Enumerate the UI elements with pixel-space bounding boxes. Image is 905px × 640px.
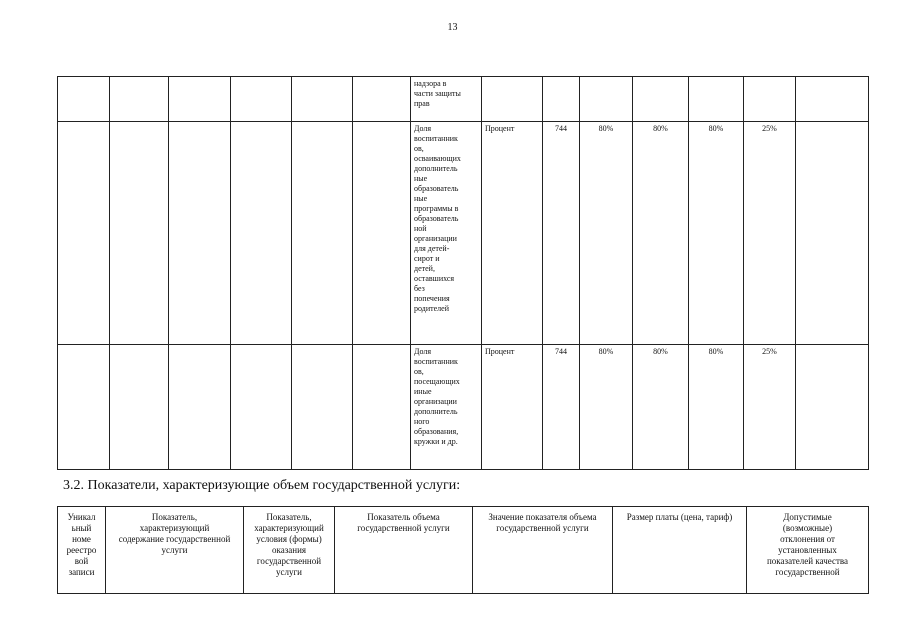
- header-content-indicator: Показатель, характеризующий содержание государственной услуги: [106, 507, 244, 594]
- value-cell: [633, 77, 689, 122]
- indicator-name-cell: Доля воспитанник ов, осваивающих дополнитель ные образователь ные программы в образователь ной организации для детей- сирот и детей, оставшихся без попечения родителей: [411, 122, 482, 345]
- value-cell: 80%: [633, 345, 689, 470]
- table-cell: [110, 345, 169, 470]
- header-volume-indicator: Показатель объема государственной услуги: [335, 507, 473, 594]
- okei-cell: [543, 77, 580, 122]
- table-cell: [231, 122, 292, 345]
- table-cell: [353, 77, 411, 122]
- table-cell: [292, 77, 353, 122]
- table-cell: [58, 345, 110, 470]
- okei-cell: 744: [543, 122, 580, 345]
- table-cell: [353, 345, 411, 470]
- header-deviations: Допустимые (возможные) отклонения от установленных показателей качества государственной: [747, 507, 869, 594]
- header-unique-number: Уникал ьный номе реестро вой записи: [58, 507, 106, 594]
- table-cell: [110, 77, 169, 122]
- value-cell: 80%: [580, 345, 633, 470]
- header-volume-value: Значение показателя объема государственной услуги: [473, 507, 613, 594]
- value-cell: [580, 77, 633, 122]
- table-cell: [169, 77, 231, 122]
- table-cell: [110, 122, 169, 345]
- value-cell: 80%: [633, 122, 689, 345]
- value-cell: 80%: [689, 122, 744, 345]
- deviation-cell: 25%: [744, 122, 796, 345]
- table-cell: [796, 77, 869, 122]
- unit-cell: Процент: [482, 345, 543, 470]
- table-cell: [231, 77, 292, 122]
- table-cell: [58, 77, 110, 122]
- section-title: 3.2. Показатели, характеризующие объем государственной услуги:: [63, 478, 461, 493]
- value-cell: 80%: [689, 345, 744, 470]
- table-cell: [796, 122, 869, 345]
- table-cell: [169, 345, 231, 470]
- header-fee: Размер платы (цена, тариф): [613, 507, 747, 594]
- deviation-cell: 25%: [744, 345, 796, 470]
- unit-cell: [482, 77, 543, 122]
- unit-cell: Процент: [482, 122, 543, 345]
- deviation-cell: [744, 77, 796, 122]
- indicator-name-cell: Доля воспитанник ов, посещающих иные организации дополнитель ного образования, кружки и др.: [411, 345, 482, 470]
- volume-indicators-table: [57, 506, 869, 594]
- table-cell: [231, 345, 292, 470]
- indicator-name-cell: надзора в части защиты прав: [411, 77, 482, 122]
- table-cell: [796, 345, 869, 470]
- table-header-row: [58, 507, 869, 594]
- page-number: 13: [447, 22, 458, 33]
- okei-cell: 744: [543, 345, 580, 470]
- table-row: [58, 345, 869, 470]
- table-row: [58, 77, 869, 122]
- table-cell: [58, 122, 110, 345]
- table-row: [58, 122, 869, 345]
- value-cell: [689, 77, 744, 122]
- table-cell: [169, 122, 231, 345]
- quality-indicators-table: [57, 76, 869, 470]
- table-cell: [292, 345, 353, 470]
- table-cell: [353, 122, 411, 345]
- header-conditions-indicator: Показатель, характеризующий условия (формы) оказания государственной услуги: [244, 507, 335, 594]
- value-cell: 80%: [580, 122, 633, 345]
- table-cell: [292, 122, 353, 345]
